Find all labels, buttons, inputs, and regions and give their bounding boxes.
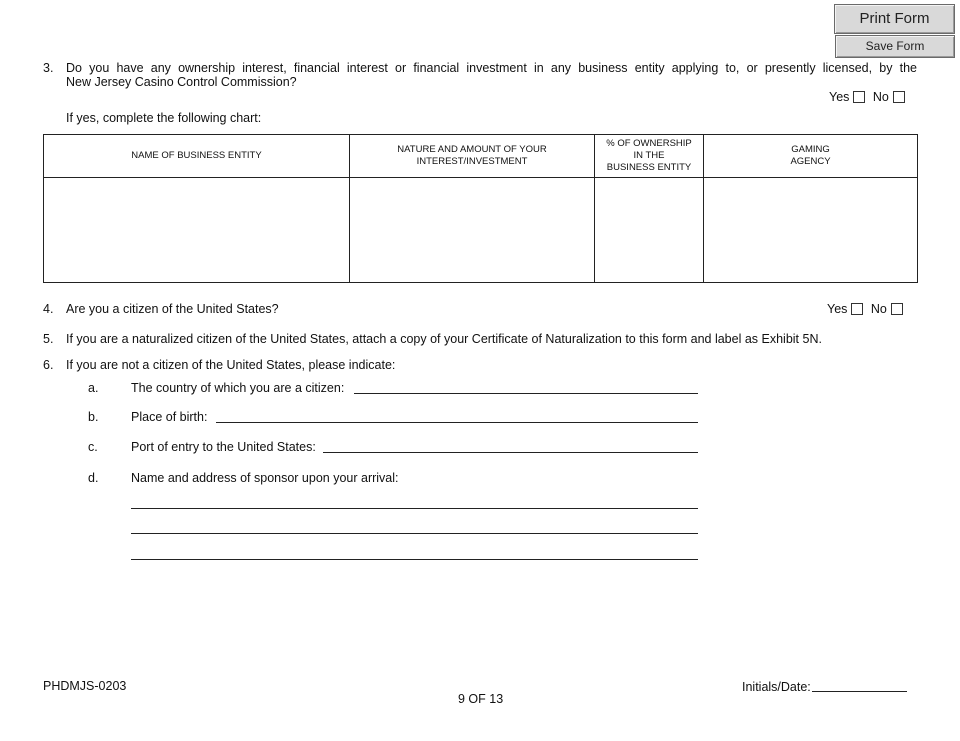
question-6b-label: Place of birth: (131, 410, 208, 424)
initials-date-field[interactable] (812, 691, 907, 692)
print-form-button[interactable]: Print Form (834, 4, 955, 34)
question-6b-letter: b. (88, 410, 99, 424)
question-5-number: 5. (43, 332, 54, 346)
question-4-yes-no (827, 302, 903, 316)
question-6d-letter: d. (88, 471, 99, 485)
question-4-no-label: No (870, 302, 887, 316)
question-6c-field[interactable] (323, 452, 698, 453)
ownership-chart (43, 134, 918, 283)
question-3-no-label: No (872, 90, 889, 104)
save-form-button[interactable]: Save Form (835, 35, 955, 58)
question-4-number: 4. (43, 302, 54, 316)
chart-cell-nature-amount[interactable] (350, 178, 595, 283)
question-3-yes-label: Yes (829, 90, 850, 104)
chart-header-ownership-percent: % OF OWNERSHIP IN THE BUSINESS ENTITY (595, 135, 704, 178)
chart-cell-gaming-agency[interactable] (704, 178, 918, 283)
chart-intro: If yes, complete the following chart: (66, 111, 262, 125)
question-6c-letter: c. (88, 440, 98, 454)
question-6d-field-line1[interactable] (131, 508, 698, 509)
question-6d-field-line2[interactable] (131, 533, 698, 534)
question-4-yes-checkbox[interactable] (851, 303, 863, 315)
chart-cell-ownership-percent[interactable] (595, 178, 704, 283)
question-6a-label: The country of which you are a citizen: (131, 381, 345, 395)
question-6-number: 6. (43, 358, 54, 372)
question-6a-letter: a. (88, 381, 99, 395)
question-6a-field[interactable] (354, 393, 698, 394)
question-4-yes-label: Yes (827, 302, 848, 316)
chart-cell-business-entity[interactable] (44, 178, 350, 283)
chart-header-gaming-agency: GAMING AGENCY (704, 135, 918, 178)
chart-header-nature-amount: NATURE AND AMOUNT OF YOUR INTEREST/INVESTMENT (350, 135, 595, 178)
question-3-no-checkbox[interactable] (893, 91, 905, 103)
question-6d-field-line3[interactable] (131, 559, 698, 560)
question-3-yes-no (829, 90, 905, 104)
question-5-text: If you are a naturalized citizen of the United States, attach a copy of your Certificate of Naturalization to this form and label as Exhibit 5N. (66, 332, 822, 346)
question-4-text: Are you a citizen of the United States? (66, 302, 279, 316)
initials-date-label: Initials/Date: (742, 680, 811, 694)
question-4-no-checkbox[interactable] (891, 303, 903, 315)
question-6-text: If you are not a citizen of the United States, please indicate: (66, 358, 396, 372)
question-3-number: 3. (43, 61, 54, 75)
form-id: PHDMJS-0203 (43, 679, 127, 693)
question-6b-field[interactable] (216, 422, 698, 423)
page-number: 9 OF 13 (458, 692, 504, 706)
question-6c-label: Port of entry to the United States: (131, 440, 316, 454)
chart-header-business-entity: NAME OF BUSINESS ENTITY (44, 135, 350, 178)
question-3-text-line1: Do you have any ownership interest, financial interest or financial investment in any business entity applying to, or presently licensed, by the (66, 61, 917, 75)
question-6d-label: Name and address of sponsor upon your arrival: (131, 471, 399, 485)
question-3-yes-checkbox[interactable] (853, 91, 865, 103)
question-3-text-line2: New Jersey Casino Control Commission? (66, 75, 297, 89)
